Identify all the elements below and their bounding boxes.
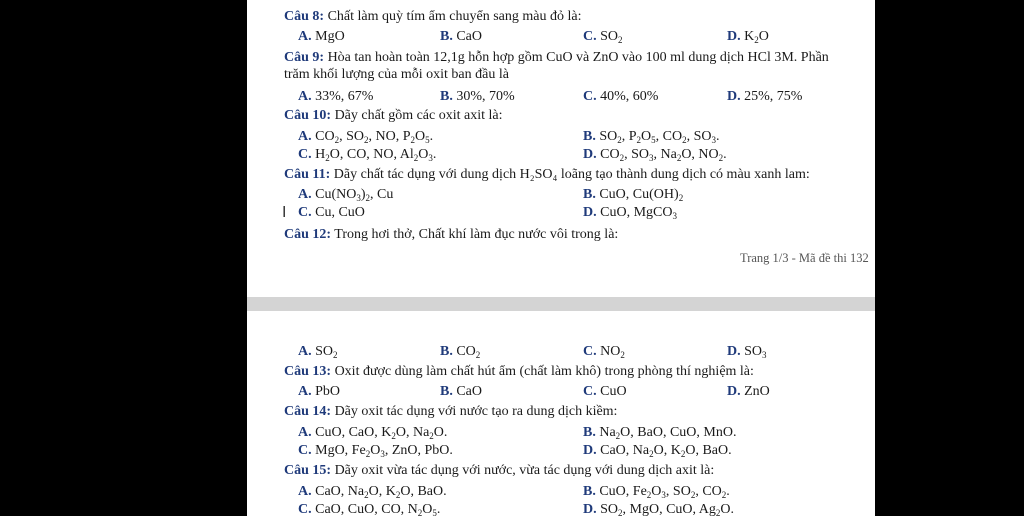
option-c [583,383,627,400]
option-text: PbO [311,384,341,399]
question-15 [284,462,714,479]
option-b: B. $CO_2$ [440,344,481,360]
option-label: D. [727,29,741,44]
option-label: D. [727,344,741,359]
text-cursor-icon: I [282,203,287,221]
option-label: C. [583,29,597,44]
option-b [440,88,515,105]
option-label: A. [298,187,312,202]
option-text: ZnO [740,384,770,399]
question-number: Câu 13: [284,364,332,379]
option-label: B. [583,129,596,144]
option-label: A. [298,129,312,144]
option-text: CuO [596,384,627,399]
option-label: B. [440,89,453,104]
option-label: D. [727,89,741,104]
option-b: B. $SO_2$, $P_2O_5$, $CO_2$, $SO_3$. [583,129,720,145]
option-text: 30%, 70% [452,89,515,104]
option-label: D. [727,384,741,399]
option-text: 25%, 75% [740,89,803,104]
option-a: A. $SO_2$ [298,344,338,360]
page-1 [247,0,875,297]
option-label: D. [583,147,597,162]
option-d [727,383,770,400]
option-d: D. $SO_2$, MgO, CuO, $Ag_2O$. [583,502,735,516]
option-label: D. [583,502,597,516]
option-b: B. $Na_2O$, BaO, CuO, MnO. [583,425,737,441]
question-number: Câu 11: [284,167,331,182]
option-label: D. [583,443,597,458]
question-text: Dãy oxit tác dụng với nước tạo ra dung dịch kiềm: [331,404,618,419]
option-a: A. CaO, $Na_2O$, $K_2O$, BaO. [298,484,447,500]
page-2 [247,311,875,516]
question-text: Trong hơi thở, Chất khí làm đục nước vôi trong là: [331,227,619,242]
option-d [727,88,802,105]
question-number: Câu 8: [284,9,325,24]
option-text: 40%, 60% [596,89,659,104]
question-text: Dãy oxit vừa tác dụng với nước, vừa tác dụng với dung dịch axit là: [331,463,715,478]
question-number: Câu 14: [284,404,332,419]
option-label: C. [583,89,597,104]
option-label: B. [440,384,453,399]
question-9-continued: trăm khối lượng của mỗi oxit ban đầu là [284,67,509,82]
option-label: C. [298,443,312,458]
option-label: B. [440,29,453,44]
question-text: Oxit được dùng làm chất hút ẩm (chất làm khô) trong phòng thí nghiệm là: [331,364,754,379]
option-c: C. $H_2O$, CO, NO, $Al_2O_3$. [298,147,437,163]
question-number: Câu 15: [284,463,332,478]
option-c: C. $SO_2$ [583,29,623,45]
option-c: C. $NO_2$ [583,344,625,360]
option-label: C. [583,344,597,359]
question-8 [284,8,581,25]
option-d: D. $K_2O$ [727,29,769,45]
option-label: D. [583,205,597,220]
right-gutter [875,0,1024,516]
option-label: B. [583,425,596,440]
option-label: C. [298,502,312,516]
option-label: B. [583,484,596,499]
question-text: Dãy chất gồm các oxit axit là: [331,108,503,123]
option-a: A. CuO, CaO, $K_2O$, $Na_2O$. [298,425,448,441]
option-d: D. CaO, $Na_2O$, $K_2O$, BaO. [583,443,732,459]
option-a: A. $Cu(NO_3)_2$, Cu [298,187,394,203]
question-12 [284,226,618,243]
option-label: B. [440,344,453,359]
option-d: D. CuO, MgCO$_3$ [583,205,677,221]
question-9 [284,49,829,66]
question-14 [284,403,617,420]
question-number: Câu 9: [284,50,325,65]
question-text: Chất làm quỳ tím ẩm chuyển sang màu đỏ là: [324,9,582,24]
left-gutter [0,0,247,516]
option-label: C. [583,384,597,399]
question-text: Hòa tan hoàn toàn 12,1g hỗn hợp gồm CuO và ZnO vào 100 ml dung dịch HCl 3M. Phần [324,50,829,65]
option-d: D. $CO_2$, $SO_3$, $Na_2O$, $NO_2$. [583,147,727,163]
document-viewer[interactable] [247,0,875,516]
option-c: C. CaO, CuO, CO, $N_2O_5$. [298,502,441,516]
option-label: B. [583,187,596,202]
option-a [298,383,340,400]
option-c: C. MgO, $Fe_2O_3$, ZnO, PbO. [298,443,453,459]
question-number: Câu 12: [284,227,332,242]
option-label: A. [298,484,312,499]
option-a: A. MgO [298,29,345,44]
option-label: A. [298,29,312,44]
question-text: Dãy chất tác dụng với dung dịch H₂SO₄ loãng tạo thành dung dịch có màu xanh lam: [330,167,810,182]
page-footer: Trang 1/3 - Mã đề thi 132 [740,251,869,265]
question-number: Câu 10: [284,108,332,123]
option-label: A. [298,384,312,399]
option-label: A. [298,344,312,359]
option-b: B. CaO [440,29,483,44]
option-a [298,88,373,105]
option-c: C. Cu, CuO [298,205,365,220]
option-c [583,88,658,105]
option-d: D. $SO_3$ [727,344,767,360]
option-label: A. [298,425,312,440]
option-label: C. [298,205,312,220]
option-b [440,383,482,400]
option-label: A. [298,89,312,104]
question-10 [284,107,503,124]
option-label: C. [298,147,312,162]
option-text: CaO [452,384,483,399]
option-a: A. $CO_2$, $SO_2$, NO, $P_2O_5$. [298,129,434,145]
option-b: B. CuO, $Cu(OH)_2$ [583,187,684,203]
question-13 [284,363,754,380]
option-text: 33%, 67% [311,89,374,104]
question-11 [284,166,810,183]
option-b: B. CuO, $Fe_2O_3$, $SO_2$, $CO_2$. [583,484,730,500]
